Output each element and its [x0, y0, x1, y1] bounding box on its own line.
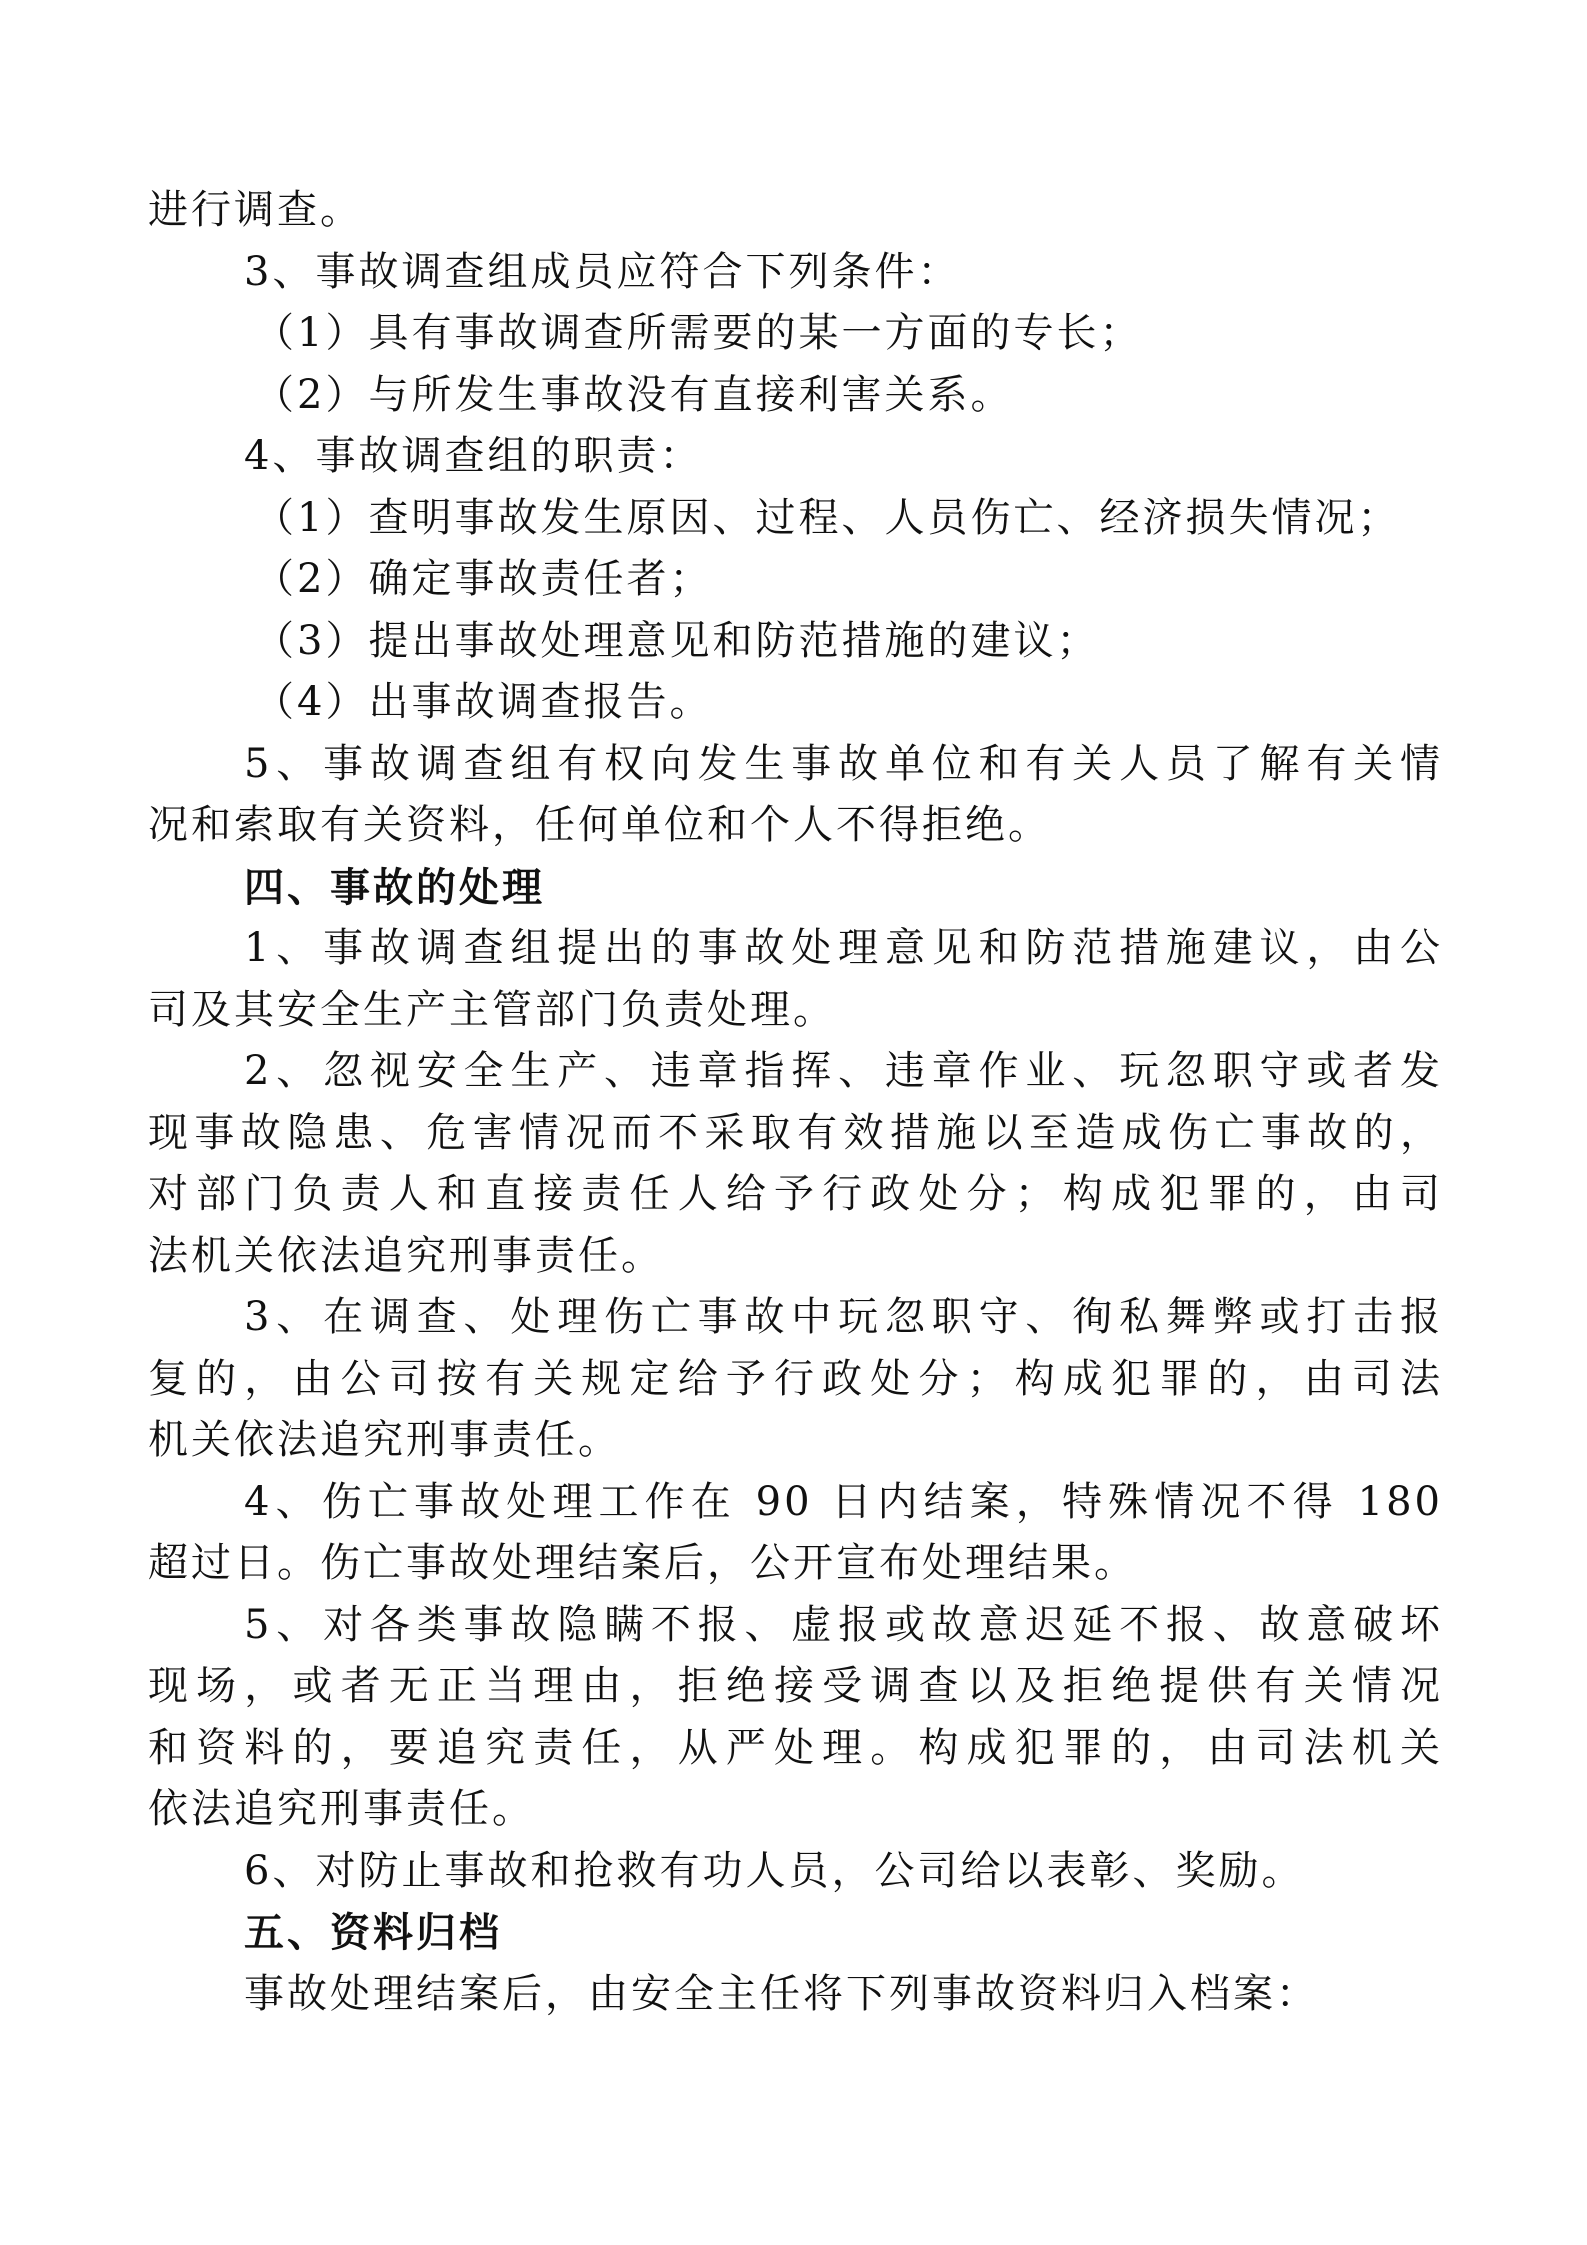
paragraph-line: 复的，由公司按有关规定给予行政处分；构成犯罪的，由司法	[148, 1355, 1443, 1402]
paragraph-line: 4、伤亡事故处理工作在 90 日内结案，特殊情况不得 180	[244, 1478, 1443, 1525]
paragraph-line: 1、事故调查组提出的事故处理意见和防范措施建议，由公	[244, 925, 1443, 971]
paragraph-line: 依法追究刑事责任。	[148, 1786, 535, 1832]
paragraph-line: 4、事故调查组的职责：	[244, 433, 703, 479]
paragraph-line: 2、忽视安全生产、违章指挥、违章作业、玩忽职守或者发	[244, 1048, 1443, 1094]
list-item: （4）出事故调查报告。	[254, 679, 713, 725]
paragraph-line: 5、对各类事故隐瞒不报、虚报或故意迟延不报、故意破坏	[244, 1601, 1443, 1648]
paragraph-line: 进行调查。	[148, 187, 363, 233]
paragraph-line: 司及其安全生产主管部门负责处理。	[148, 986, 836, 1033]
section-heading: 四、事故的处理	[244, 863, 545, 911]
paragraph-line: 况和索取有关资料，任何单位和个人不得拒绝。	[148, 802, 1051, 848]
list-item: （1）查明事故发生原因、过程、人员伤亡、经济损失情况；	[254, 494, 1401, 541]
paragraph-line: 3、在调查、处理伤亡事故中玩忽职守、徇私舞弊或打击报	[244, 1294, 1443, 1340]
list-item: （2）确定事故责任者；	[254, 556, 713, 602]
paragraph-line: 超过日。伤亡事故处理结案后，公开宣布处理结果。	[148, 1540, 1137, 1586]
section-heading: 五、资料归档	[244, 1909, 502, 1956]
list-item: （1）具有事故调查所需要的某一方面的专长；	[254, 310, 1143, 356]
paragraph-line: 5、事故调查组有权向发生事故单位和有关人员了解有关情	[244, 740, 1443, 787]
document-body	[148, 180, 1443, 2025]
paragraph-line: 现场，或者无正当理由，拒绝接受调查以及拒绝提供有关情况	[148, 1663, 1443, 1709]
paragraph-line: 3、事故调查组成员应符合下列条件：	[244, 248, 961, 295]
paragraph-line: 和资料的，要追究责任，从严处理。构成犯罪的，由司法机关	[148, 1724, 1443, 1771]
list-item: （2）与所发生事故没有直接利害关系。	[254, 371, 1014, 418]
paragraph-line: 现事故隐患、危害情况而不采取有效措施以至造成伤亡事故的，	[148, 1109, 1443, 1156]
paragraph-line: 对部门负责人和直接责任人给予行政处分；构成犯罪的，由司	[148, 1171, 1443, 1217]
paragraph-line: 机关依法追究刑事责任。	[148, 1417, 621, 1463]
paragraph-line: 法机关依法追究刑事责任。	[148, 1232, 664, 1279]
paragraph-line: 事故处理结案后，由安全主任将下列事故资料归入档案：	[244, 1970, 1319, 2017]
paragraph-line: 6、对防止事故和抢救有功人员，公司给以表彰、奖励。	[244, 1847, 1305, 1894]
list-item: （3）提出事故处理意见和防范措施的建议；	[254, 617, 1100, 664]
